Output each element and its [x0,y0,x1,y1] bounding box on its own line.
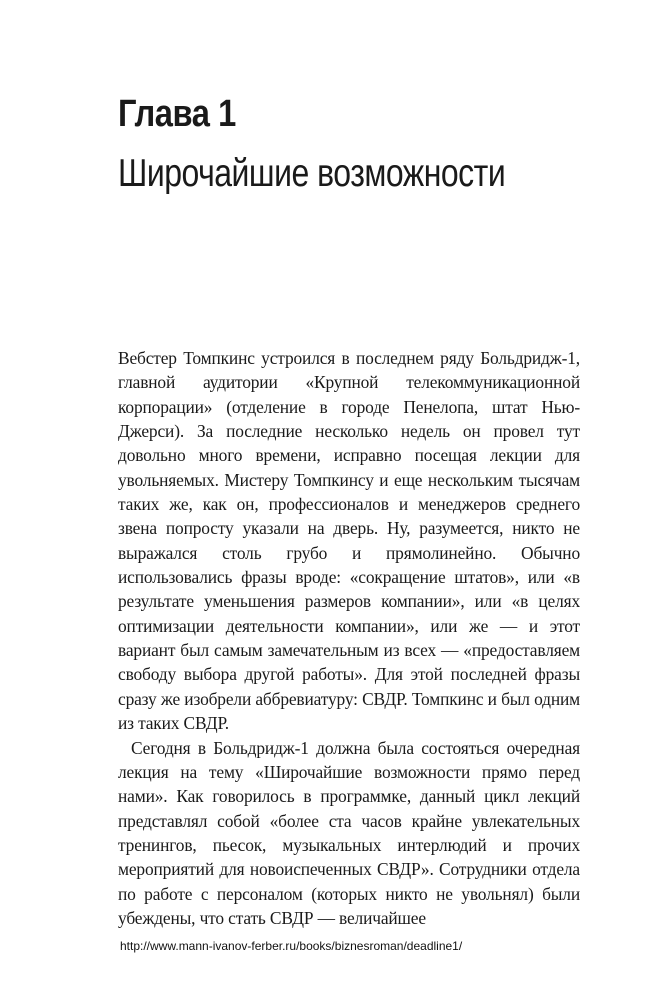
footer-source-url: http://www.mann-ivanov-ferber.ru/books/biznesroman/deadline1/ [120,939,463,953]
chapter-title-heading: Широчайшие возможности [118,152,506,195]
paragraph-1: Вебстер Томпкинс устроился в последнем ряду Больдридж-1, главной аудитории «Крупной телекоммуникационной корпорации» (отделение в городе Пенелопа, штат Нью-Джерси). За последние несколько недель он провел тут довольно много времени, исправно посещая лекции для увольняемых. Мистеру Томпкинсу и еще нескольким тысячам таких же, как он, профессионалов и менеджеров среднего звена попросту указали на дверь. Ну, разумеется, никто не выражался столь грубо и прямолинейно. Обычно использовались фразы вроде: «сокращение штатов», или «в результате уменьшения размеров компании», или «в целях оптимизации деятельности компании», или же — и этот вариант был самым замечательным из всех — «предоставляем свободу выбора другой работы». Для этой последней фразы сразу же изобрели аббревиатуру: СВДР. Томпкинс и был одним из таких СВДР. [118,348,580,734]
chapter-body-text [118,346,580,930]
chapter-number-heading: Глава 1 [118,93,236,135]
paragraph-2: Сегодня в Больдридж-1 должна была состояться очередная лекция на тему «Широчайшие возможности прямо перед нами». Как говорилось в программке, данный цикл лекций представлял собой «более ста часов крайне увлекательных тренингов, пьесок, музыкальных интерлюдий и прочих мероприятий для новоиспеченных СВДР». Сотрудники отдела по работе с персоналом (которых никто не увольнял) были убеждены, что стать СВДР — величайшее [118,737,580,928]
